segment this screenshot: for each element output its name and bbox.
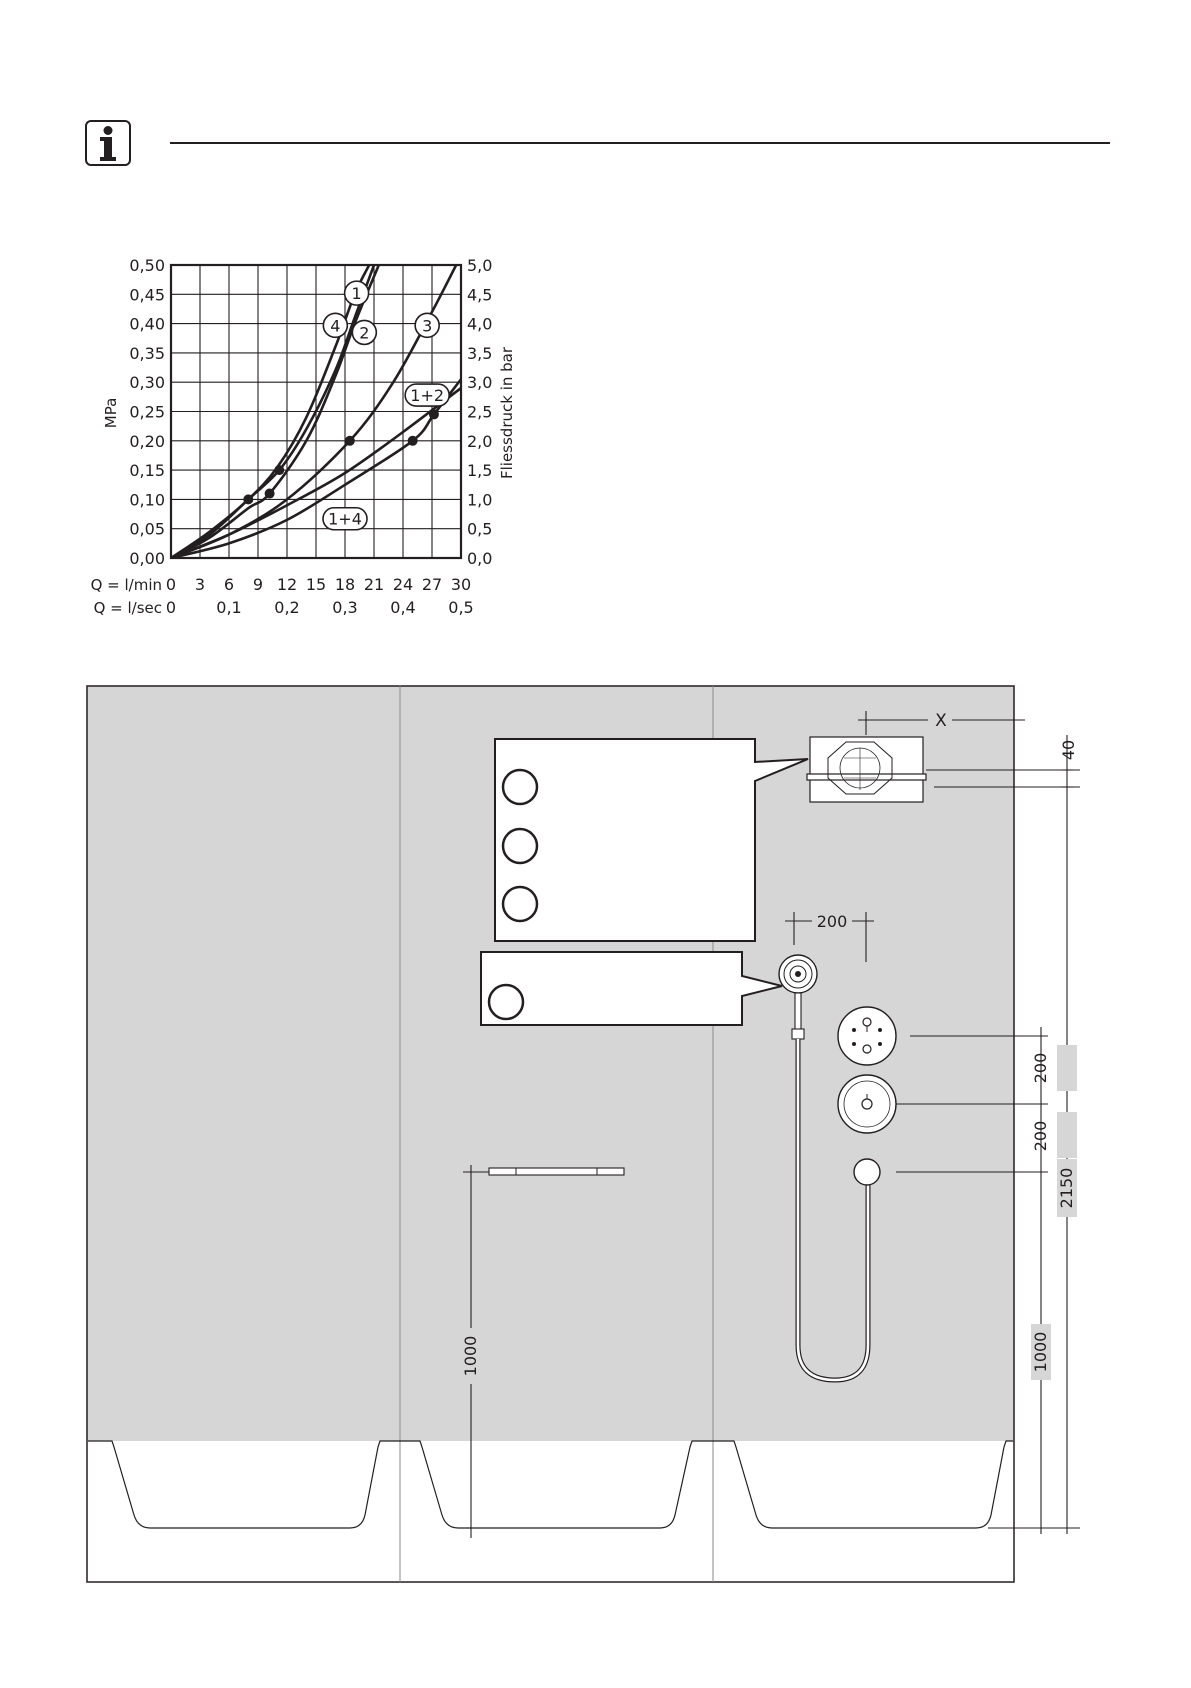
y-tick-label-mpa: 0,50 [129, 256, 165, 275]
series-point-1-plus-2 [429, 409, 439, 419]
callout-marker-3 [503, 887, 537, 921]
x-tick-label-lmin: 18 [334, 575, 356, 594]
x-tick-label-lsec: 0,1 [216, 598, 242, 617]
x-tick-label-lsec: 0,3 [332, 598, 358, 617]
dim-200-upper: 200 [1031, 1052, 1050, 1084]
bathtub-2 [400, 1441, 713, 1528]
x-tick-label-lmin: 6 [223, 575, 235, 594]
chart-series-labels [323, 281, 449, 530]
y-tick-label-mpa: 0,15 [129, 461, 165, 481]
y-tick-label-bar: 1,5 [467, 461, 493, 481]
x-row-label-lsec: Q = l/sec [93, 599, 162, 617]
svg-text:2: 2 [359, 323, 370, 343]
thermostat-trim [838, 1007, 896, 1065]
y-tick-label-bar: 3,5 [467, 343, 493, 363]
y-tick-label-mpa: 0,20 [129, 431, 165, 451]
x-tick-label-lsec: 0,2 [274, 598, 300, 617]
svg-text:3: 3 [422, 316, 433, 336]
series-label-2 [352, 320, 376, 344]
x-tick-label-lmin: 3 [194, 575, 206, 594]
y-tick-label-bar: 0,5 [467, 519, 493, 539]
svg-text:1: 1 [351, 284, 362, 304]
y-tick-label-bar: 2,5 [467, 402, 493, 422]
series-point-1 [274, 465, 284, 475]
svg-text:1+4: 1+4 [328, 509, 362, 529]
callout-box-lower [481, 952, 782, 1025]
y-tick-label-mpa: 0,05 [129, 519, 165, 539]
x-tick-label-lmin: 30 [450, 575, 472, 594]
y-axis-label-right: Fliessdruck in bar [498, 346, 516, 480]
callout-marker-2 [503, 829, 537, 863]
y-tick-label-bar: 0,0 [467, 549, 493, 568]
dim-200-lower: 200 [1031, 1120, 1050, 1152]
hose-outlet [854, 1159, 880, 1185]
y-tick-label-mpa: 0,35 [129, 343, 165, 363]
dim-x: X [935, 711, 947, 731]
x-tick-label-lmin: 9 [252, 575, 264, 594]
y-tick-label-bar: 2,0 [467, 431, 493, 451]
dim-2150: 2150 [1057, 1167, 1076, 1209]
x-tick-label-lsec: 0,5 [448, 598, 474, 617]
svg-text:1+2: 1+2 [410, 386, 445, 406]
y-tick-label-bar: 1,0 [467, 490, 493, 510]
y-tick-label-bar: 5,0 [467, 256, 493, 275]
series-point-2 [265, 489, 275, 499]
series-label-1-plus-2 [405, 384, 449, 406]
x-tick-label-lmin: 15 [305, 575, 327, 594]
dim-200-horizontal: 200 [816, 912, 848, 931]
series-label-1-plus-4 [323, 508, 367, 530]
shower-shelf [489, 1168, 624, 1175]
installation-drawing [87, 686, 1080, 1582]
shutoff-valve-trim [838, 1075, 896, 1133]
y-tick-label-mpa: 0,00 [129, 549, 165, 568]
flow-pressure-chart [91, 256, 516, 617]
overhead-shower-plate [807, 737, 926, 802]
x-tick-label-lmin: 21 [363, 575, 385, 594]
callout-marker-1 [503, 770, 537, 804]
x-tick-label-lmin: 0 [165, 575, 177, 594]
bathtub-3 [713, 1441, 1013, 1528]
bathtub-1 [88, 1441, 400, 1528]
callout-marker-4 [489, 985, 523, 1019]
series-point-4 [243, 494, 253, 504]
series-label-4 [323, 313, 347, 337]
x-tick-label-lsec: 0 [165, 598, 177, 617]
series-label-3 [415, 313, 439, 337]
y-tick-label-mpa: 0,25 [129, 402, 165, 422]
dim-1000-left: 1000 [461, 1335, 480, 1377]
chart-tick-labels [129, 256, 492, 617]
y-tick-label-mpa: 0,45 [129, 285, 165, 305]
info-icon [86, 121, 130, 165]
x-row-label-lmin: Q = l/min [90, 576, 162, 594]
x-tick-label-lmin: 12 [276, 575, 298, 594]
x-tick-label-lmin: 24 [392, 575, 414, 594]
y-axis-label-left: MPa [102, 397, 120, 429]
y-tick-label-mpa: 0,30 [129, 373, 165, 393]
y-tick-label-bar: 4,0 [467, 314, 493, 334]
series-point-3 [345, 436, 355, 446]
y-tick-label-mpa: 0,10 [129, 490, 165, 510]
series-point-1-plus-2 [408, 436, 418, 446]
x-tick-label-lmin: 27 [421, 575, 443, 594]
y-tick-label-bar: 3,0 [467, 373, 493, 393]
y-tick-label-mpa: 0,40 [129, 314, 165, 334]
y-tick-label-bar: 4,5 [467, 285, 493, 305]
dim-1000-right: 1000 [1031, 1331, 1050, 1373]
x-tick-label-lsec: 0,4 [390, 598, 416, 617]
dim-40: 40 [1059, 739, 1078, 761]
chart-points [243, 409, 439, 504]
series-label-1 [345, 281, 369, 305]
svg-text:4: 4 [330, 316, 341, 336]
